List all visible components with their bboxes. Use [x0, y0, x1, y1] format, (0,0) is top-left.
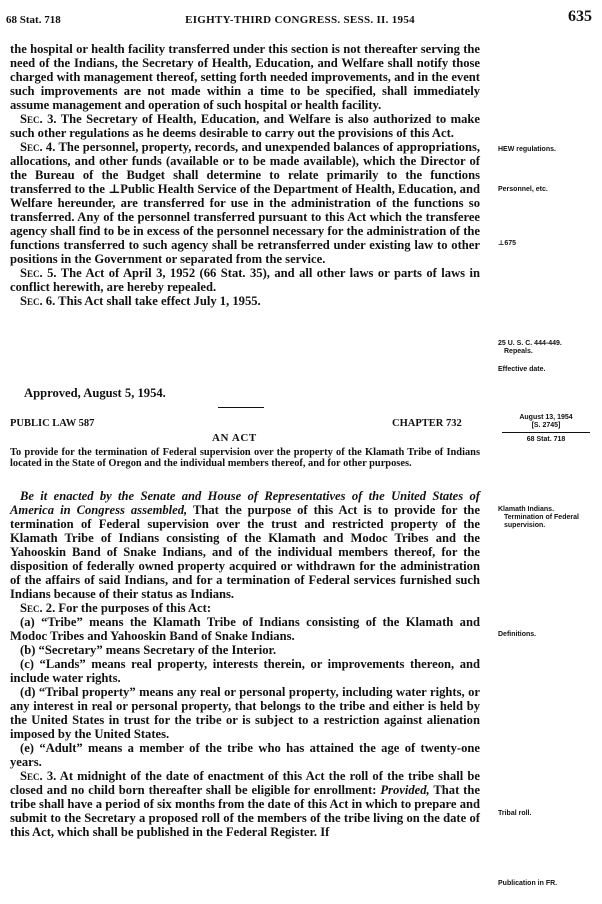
chapter-number: CHAPTER 732 — [392, 418, 462, 429]
definition-b: (b) “Secretary” means Secretary of the Interior. — [20, 643, 277, 657]
definition-d: (d) “Tribal property” means any real or personal property, including water rights, or any interest in real or personal property, that belongs to the tribe and either is held by the United States in trust for the tribe or is subject to a restriction against alienation imposed by the United States. — [10, 685, 480, 741]
section-text: At midnight of the date of enactment of this Act the roll of the tribe shall be closed and no child born thereafter shall be eligible for enrollment: — [10, 769, 481, 797]
section-text: For the purposes of this Act: — [55, 601, 212, 615]
section-label: Sec. 4. — [20, 140, 56, 154]
section-label: Sec. 3. — [20, 769, 57, 783]
margin-note-roll: Tribal roll. — [498, 810, 532, 817]
margin-note-klamath: Klamath Indians. — [498, 506, 555, 513]
definition-e: (e) “Adult” means a member of the tribe who has attained the age of twenty-one years. — [10, 741, 480, 769]
header-title: EIGHTY-THIRD CONGRESS. SESS. II. 1954 — [185, 14, 415, 26]
approved-line: Approved, August 5, 1954. — [24, 386, 166, 400]
section-2 — [10, 601, 480, 615]
section-text: The Secretary of Health, Education, and Welfare is also authorized to make such other regulations as he deems desirable to carry out the provisions of this Act. — [10, 112, 481, 140]
enactment-date: August 13, 1954 — [519, 414, 573, 421]
enacting-clause — [10, 489, 480, 601]
section-4 — [10, 140, 480, 266]
purpose-text: That the purpose of this Act is to provide for the termination of Federal supervision over the trust and restricted property of the Klamath Tribe of Indians consisting of the Klamath and Modoc Tribes and the Yahooskin Band of Snake Indians, and of the individual members thereof, for the disposition of federally owned property acquired or withdrawn for the administration of the affairs of said Indians, and for a termination of Federal services furnished such Indians because of their status as Indians. — [10, 503, 480, 601]
section-5 — [10, 266, 480, 294]
section-text: The personnel, property, records, and unexpended balances of appropriations, allocations, and other funds (available or to be made available), which the Director of the Bureau of the Budget shall determine to relate primarily to the functions transferred to the ⊥Public Health Service of the Department of Health, Education, and Welfare hereunder, are transferred for use in the administration of the functions so transferred. Any of the personnel transferred pursuant to this Act which the transferee agency shall find to be in excess of the personnel necessary for the administration of the functions transferred to such agency shall be retransferred under existing law to other positions in the Government or separated from the service. — [10, 140, 481, 266]
top-body — [10, 42, 480, 308]
page-number: 635 — [568, 8, 592, 25]
section-3-roll — [10, 769, 480, 839]
paragraph-continued: the hospital or health facility transferred under this section is not thereafter serving the need of the Indians, the Secretary of Health, Education, and Welfare shall notify those charged with management thereof, setting forth needed improvements, and in the event such improvements are not made within a time to be specified, shall immediately assume management and operation of such hospital or health facility. — [10, 42, 480, 112]
margin-note-definitions: Definitions. — [498, 631, 537, 638]
public-law-number: PUBLIC LAW 587 — [10, 418, 95, 429]
section-text: The Act of April 3, 1952 (66 Stat. 35), and all other laws or parts of laws in conflict herewith, are hereby repealed. — [10, 266, 480, 294]
an-act-heading: AN ACT — [212, 432, 257, 444]
section-label: Sec. 5. — [20, 266, 57, 280]
proviso: Provided, — [380, 783, 430, 797]
section-label: Sec. 2. — [20, 601, 56, 615]
section-3 — [10, 112, 480, 140]
divider — [218, 407, 264, 408]
margin-note-marker: ⊥675 — [498, 240, 517, 247]
box-rule — [502, 432, 590, 433]
section-label: Sec. 3. — [20, 112, 57, 126]
definition-a: (a) “Tribe” means the Klamath Tribe of Indians consisting of the Klamath and Modoc Tribes and Yahooskin Band of Snake Indians. — [10, 615, 480, 643]
margin-note-personnel: Personnel, etc. — [498, 186, 548, 193]
margin-note-usc: 25 U. S. C. 444-449. — [498, 340, 562, 347]
section-6 — [10, 294, 480, 308]
section-text: This Act shall take effect July 1, 1955. — [55, 294, 261, 308]
margin-note-effective: Effective date. — [498, 366, 546, 373]
definition-c: (c) “Lands” means real property, interests therein, or improvements thereon, and include water rights. — [10, 657, 480, 685]
law-body — [10, 489, 480, 839]
enactment-box — [494, 414, 598, 444]
bill-number: [S. 2745] — [531, 422, 561, 429]
header-citation: 68 Stat. 718 — [6, 14, 61, 26]
stat-citation: 68 Stat. 718 — [526, 436, 566, 443]
margin-note-termination: Termination of Federal supervision. — [504, 514, 579, 529]
margin-note-repeals: Repeals. — [504, 348, 533, 355]
margin-note-publication: Publication in FR. — [498, 880, 558, 887]
enacting-formula: Be it enacted by the Senate and House of Representatives of the United States of America in Congress assembled, — [10, 489, 480, 517]
section-text-cont: That the tribe shall have a period of six months from the date of this Act in which to prepare and submit to the Secretary a proposed roll of the members of the tribe living on the date of this Act, which shall be published in the Federal Register. If — [10, 783, 480, 839]
act-purpose: To provide for the termination of Federal supervision over the property of the Klamath Tribe of Indians located in the State of Oregon and the individual members thereof, and for other purposes. — [10, 447, 480, 469]
margin-note-hew: HEW regulations. — [498, 146, 556, 153]
section-label: Sec. 6. — [20, 294, 56, 308]
